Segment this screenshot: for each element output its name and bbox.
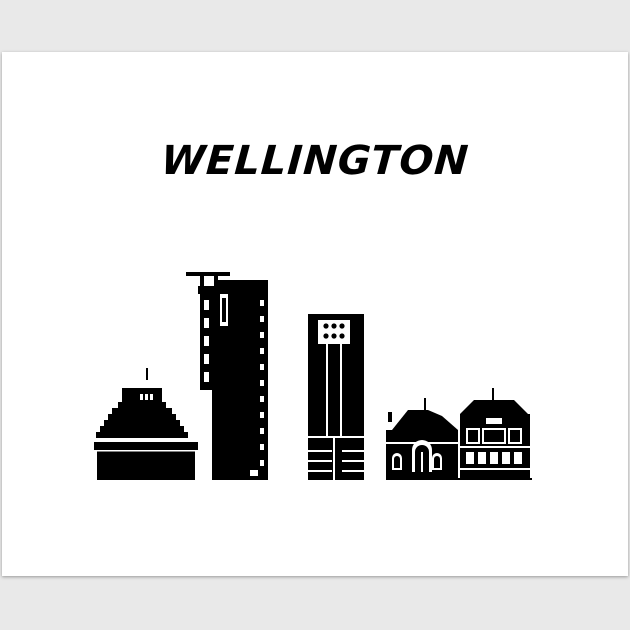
skyscraper-icon [186, 272, 268, 480]
heritage-building-icon [386, 388, 532, 480]
tower-icon [306, 314, 366, 480]
beehive-parliament-icon [94, 368, 198, 480]
page-title: WELLINGTON [159, 138, 471, 184]
